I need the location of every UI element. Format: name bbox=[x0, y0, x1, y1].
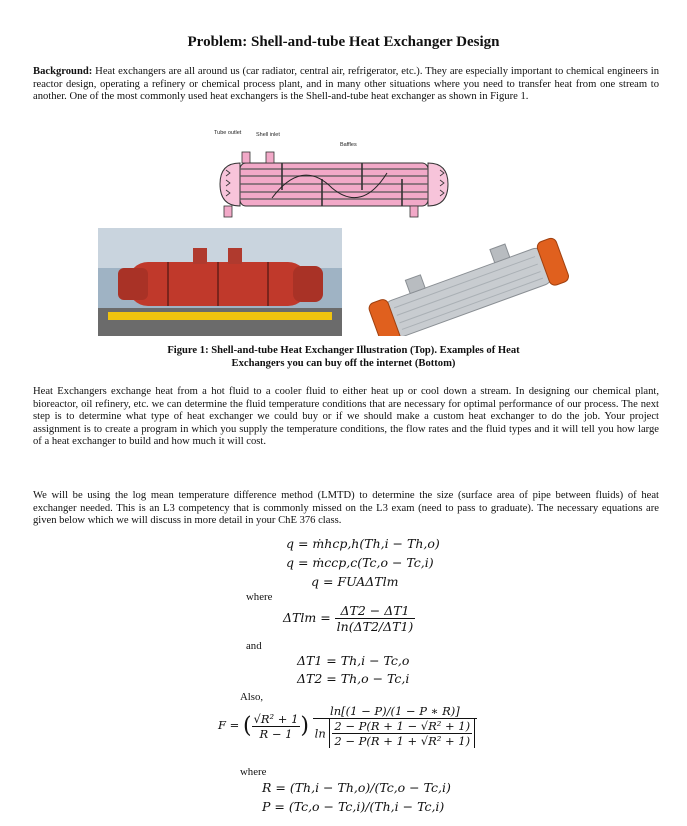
figure-caption-line-2: Exchangers you can buy off the internet (Bottom) bbox=[231, 358, 456, 369]
and-label: and bbox=[246, 640, 262, 652]
paragraph-lmtd: We will be using the log mean temperature difference method (LMTD) to determine the size (surface area of pipe between fluids) of heat exchanger needed. This is an L3 competency that is commonly missed on the L3 exam (need to pass to graduate). The necessary equations are given below which we will discuss in more detail in your ChE 376 class. bbox=[33, 490, 659, 527]
lmtd-denominator: ln(ΔT2/ΔT1) bbox=[336, 619, 414, 634]
figure-caption-line-1: Figure 1: Shell-and-tube Heat Exchanger Illustration (Top). Examples of Heat bbox=[167, 345, 520, 356]
paragraph-heat-exchangers: Heat Exchangers exchange heat from a hot fluid to a cooler fluid to either heat up or cool down a stream. In designing our chemical plant, bioreactor, oil refinery, etc. we can determine the fluid temperature conditions that are necessary for optimal performance of our process. The next step is to determine what type of heat exchanger we could buy or if we should make a custom heat exchanger to do the job. Your project assignment is to create a program in which you supply the temperature conditions, the flow rates and the fluid types and it will tell you how large of a heat exchanger to build and how much it will cost. bbox=[33, 386, 659, 448]
equation-q-hot: q = ṁhcp,h(Th,i − Th,o) bbox=[286, 536, 440, 551]
commercial-exchanger-photo bbox=[352, 228, 592, 336]
equation-delta-t1: ΔT1 = Th,i − Tc,o bbox=[297, 653, 410, 668]
baffles-label: Baffles bbox=[340, 142, 357, 148]
background-label: Background: bbox=[33, 66, 93, 77]
background-text: Heat exchangers are all around us (car radiator, central air, refrigerator, etc.). They are especially important to chemical engineers in reactor design, operating a refinery or chemical process plant, and in many other situations where you need to transfer heat from one stream to another. One of the most commonly used heat exchangers is the Shell-and-tube heat exchanger as shown in Figure 1. bbox=[33, 66, 659, 103]
equation-q-lmtd: q = FUAΔTlm bbox=[311, 574, 399, 589]
f-inner-numerator: 2 − P(R + 1 − √R² + 1) bbox=[334, 719, 471, 733]
where-label-1: where bbox=[246, 591, 273, 603]
equation-r-definition: R = (Th,i − Th,o)/(Tc,o − Tc,i) bbox=[262, 780, 451, 795]
also-label: Also, bbox=[240, 691, 264, 703]
tube-outlet-label: Tube outlet bbox=[214, 130, 242, 136]
shell-inlet-label: Shell inlet bbox=[256, 132, 280, 138]
f-second-fraction bbox=[313, 704, 477, 748]
f-second-denominator bbox=[313, 719, 477, 748]
background-paragraph bbox=[33, 66, 659, 104]
where-label-2: where bbox=[240, 766, 267, 778]
f-lhs: F = bbox=[218, 718, 240, 732]
equation-q-cold: q = ṁccp,c(Tc,o − Tc,i) bbox=[286, 555, 434, 570]
f-ln: ln bbox=[314, 726, 326, 741]
f-inner-fraction bbox=[329, 719, 475, 748]
equation-f-correction: F = ( $\frac{\text{√R² + 1}}{R - 1}$ ) ln[(1 − P)/(1 − P ∗ R)] ln $\frac{\text{2 − P(R + 1 − √R² + 1)}}{\text{2 − P(R + 1 + √R² + 1)}}$ bbox=[218, 704, 477, 748]
f-second-numerator: ln[(1 − P)/(1 − P ∗ R)] bbox=[313, 704, 477, 719]
figure-caption bbox=[0, 344, 687, 370]
equation-lmtd bbox=[283, 603, 415, 634]
page-title: Problem: Shell-and-tube Heat Exchanger Design bbox=[187, 34, 500, 50]
industrial-exchanger-photo bbox=[98, 228, 342, 336]
equation-delta-t2: ΔT2 = Th,o − Tc,i bbox=[297, 671, 410, 686]
lmtd-numerator: ΔT2 − ΔT1 bbox=[335, 603, 416, 619]
lmtd-lhs: ΔTlm = bbox=[283, 610, 331, 625]
equation-p-definition: P = (Tc,o − Tc,i)/(Th,i − Tc,i) bbox=[262, 799, 445, 814]
f-inner-denominator: 2 − P(R + 1 + √R² + 1) bbox=[334, 734, 471, 748]
f-first-numerator: √R² + 1 bbox=[253, 711, 299, 726]
f-first-fraction bbox=[252, 712, 301, 741]
heat-exchanger-diagram bbox=[212, 128, 472, 218]
lmtd-fraction bbox=[335, 603, 416, 634]
f-first-denominator: R − 1 bbox=[259, 726, 293, 741]
